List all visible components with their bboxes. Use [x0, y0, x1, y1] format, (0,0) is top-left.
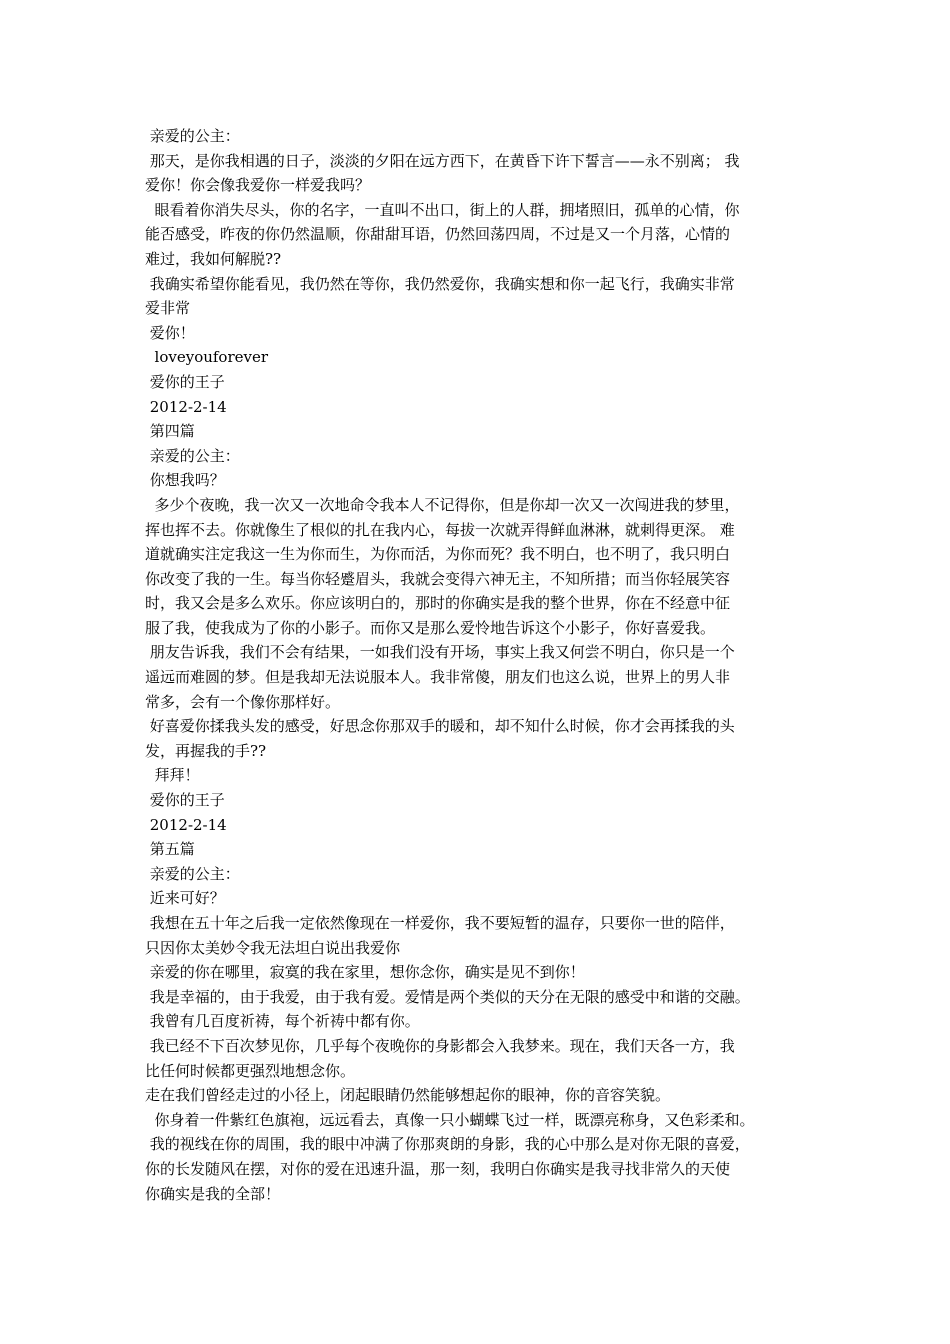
- text-line: 只因你太美妙令我无法坦白说出我爱你: [145, 938, 401, 957]
- text-line: 第四篇: [145, 422, 195, 441]
- text-line: 爱你！你会像我爱你一样爱我吗？: [145, 176, 371, 195]
- text-line: 眼看着你消失尽头，你的名字，一直叫不出口，街上的人群，拥堵照旧，孤单的心情，你: [145, 200, 740, 219]
- text-line: 能否感受，昨夜的你仍然温顺，你甜甜耳语，仍然回荡四周，不过是又一个月落，心情的: [145, 225, 731, 244]
- text-line: 多少个夜晚，我一次又一次地命令我本人不记得你，但是你却一次又一次闯进我的梦里，: [145, 495, 740, 514]
- text-line: 亲爱的公主：: [145, 127, 240, 145]
- text-line: 我想在五十年之后我一定依然像现在一样爱你，我不要短暂的温存，只要你一世的陪伴，: [145, 914, 735, 932]
- text-line: 道就确实注定我这一生为你而生，为你而活，为你而死？我不明白，也不明了，我只明白: [145, 545, 731, 564]
- text-line: 走在我们曾经走过的小径上，闭起眼睛仍然能够想起你的眼神，你的音容笑貌。: [145, 1086, 671, 1105]
- text-line: 拜拜！: [145, 766, 200, 785]
- text-line: 爱非常: [145, 299, 191, 318]
- text-line: 2012-2-14: [145, 815, 227, 834]
- text-line: 比任何时候都更强烈地想念你。: [145, 1061, 356, 1080]
- text-line: 你的长发随风在摆，对你的爱在迅速升温，那一刻，我明白你确实是我寻找非常久的天使: [145, 1159, 731, 1178]
- text-line: 你身着一件紫红色旗袍，远远看去，真像一只小蝴蝶飞过一样，既漂亮称身，又色彩柔和。: [145, 1110, 755, 1129]
- document-body: [145, 124, 825, 1206]
- text-line: 遥远而难圆的梦。但是我却无法说服本人。我非常傻，朋友们也这么说，世界上的男人非: [145, 668, 731, 687]
- text-line: 亲爱的公主：: [145, 864, 240, 883]
- text-line: 朋友告诉我，我们不会有结果，一如我们没有开场，事实上我又何尝不明白，你只是一个: [145, 643, 735, 662]
- text-line: 你确实是我的全部！: [145, 1184, 281, 1203]
- text-line: 爱你的王子: [145, 791, 225, 810]
- text-line: 时，我又会是多么欢乐。你应该明白的，那时的你确实是我的整个世界，你在不经意中征: [145, 594, 731, 613]
- text-line: 爱你的王子: [145, 372, 225, 391]
- text-line: loveyouforever: [145, 348, 269, 367]
- text-line: 你想我吗？: [145, 471, 225, 490]
- text-line: 我确实希望你能看见，我仍然在等你，我仍然爱你，我确实想和你一起飞行，我确实非常: [145, 274, 735, 293]
- text-line: 服了我，使我成为了你的小影子。而你又是那么爱怜地告诉这个小影子，你好喜爱我。: [145, 618, 716, 637]
- text-line: 挥也挥不去。你就像生了根似的扎在我内心，每拔一次就弄得鲜血淋淋，就刺得更深。 难: [145, 520, 735, 539]
- text-line: 近来可好？: [145, 889, 225, 908]
- text-line: 发，再握我的手??: [145, 741, 267, 760]
- text-line: 难过，我如何解脱??: [145, 249, 282, 268]
- text-line: 我是幸福的，由于我爱，由于我有爱。爱情是两个类似的天分在无限的感受中和谐的交融。: [145, 987, 750, 1006]
- text-line: 我曾有几百度祈祷，每个祈祷中都有你。: [145, 1012, 420, 1031]
- text-line: 2012-2-14: [145, 397, 227, 416]
- text-line: 好喜爱你揉我头发的感受，好思念你那双手的暖和，却不知什么时候，你才会再揉我的头: [145, 717, 735, 736]
- text-line: 第五篇: [145, 840, 195, 859]
- text-line: 爱你！: [145, 323, 195, 342]
- text-line: 亲爱的你在哪里，寂寞的我在家里，想你念你，确实是见不到你！: [145, 963, 585, 982]
- text-line: 常多，会有一个像你那样好。: [145, 692, 341, 711]
- text-line: 那天，是你我相遇的日子，淡淡的夕阳在远方西下，在黄昏下许下誓言——永不别离； 我: [145, 151, 740, 170]
- text-line: 你改变了我的一生。每当你轻蹙眉头，我就会变得六神无主，不知所措；而当你轻展笑容: [145, 569, 731, 588]
- text-line: 亲爱的公主：: [145, 446, 240, 465]
- text-line: 我的视线在你的周围，我的眼中冲满了你那爽朗的身影，我的心中那么是对你无限的喜爱，: [145, 1135, 750, 1154]
- text-line: 我已经不下百次梦见你，几乎每个夜晚你的身影都会入我梦来。现在，我们天各一方，我: [145, 1036, 735, 1055]
